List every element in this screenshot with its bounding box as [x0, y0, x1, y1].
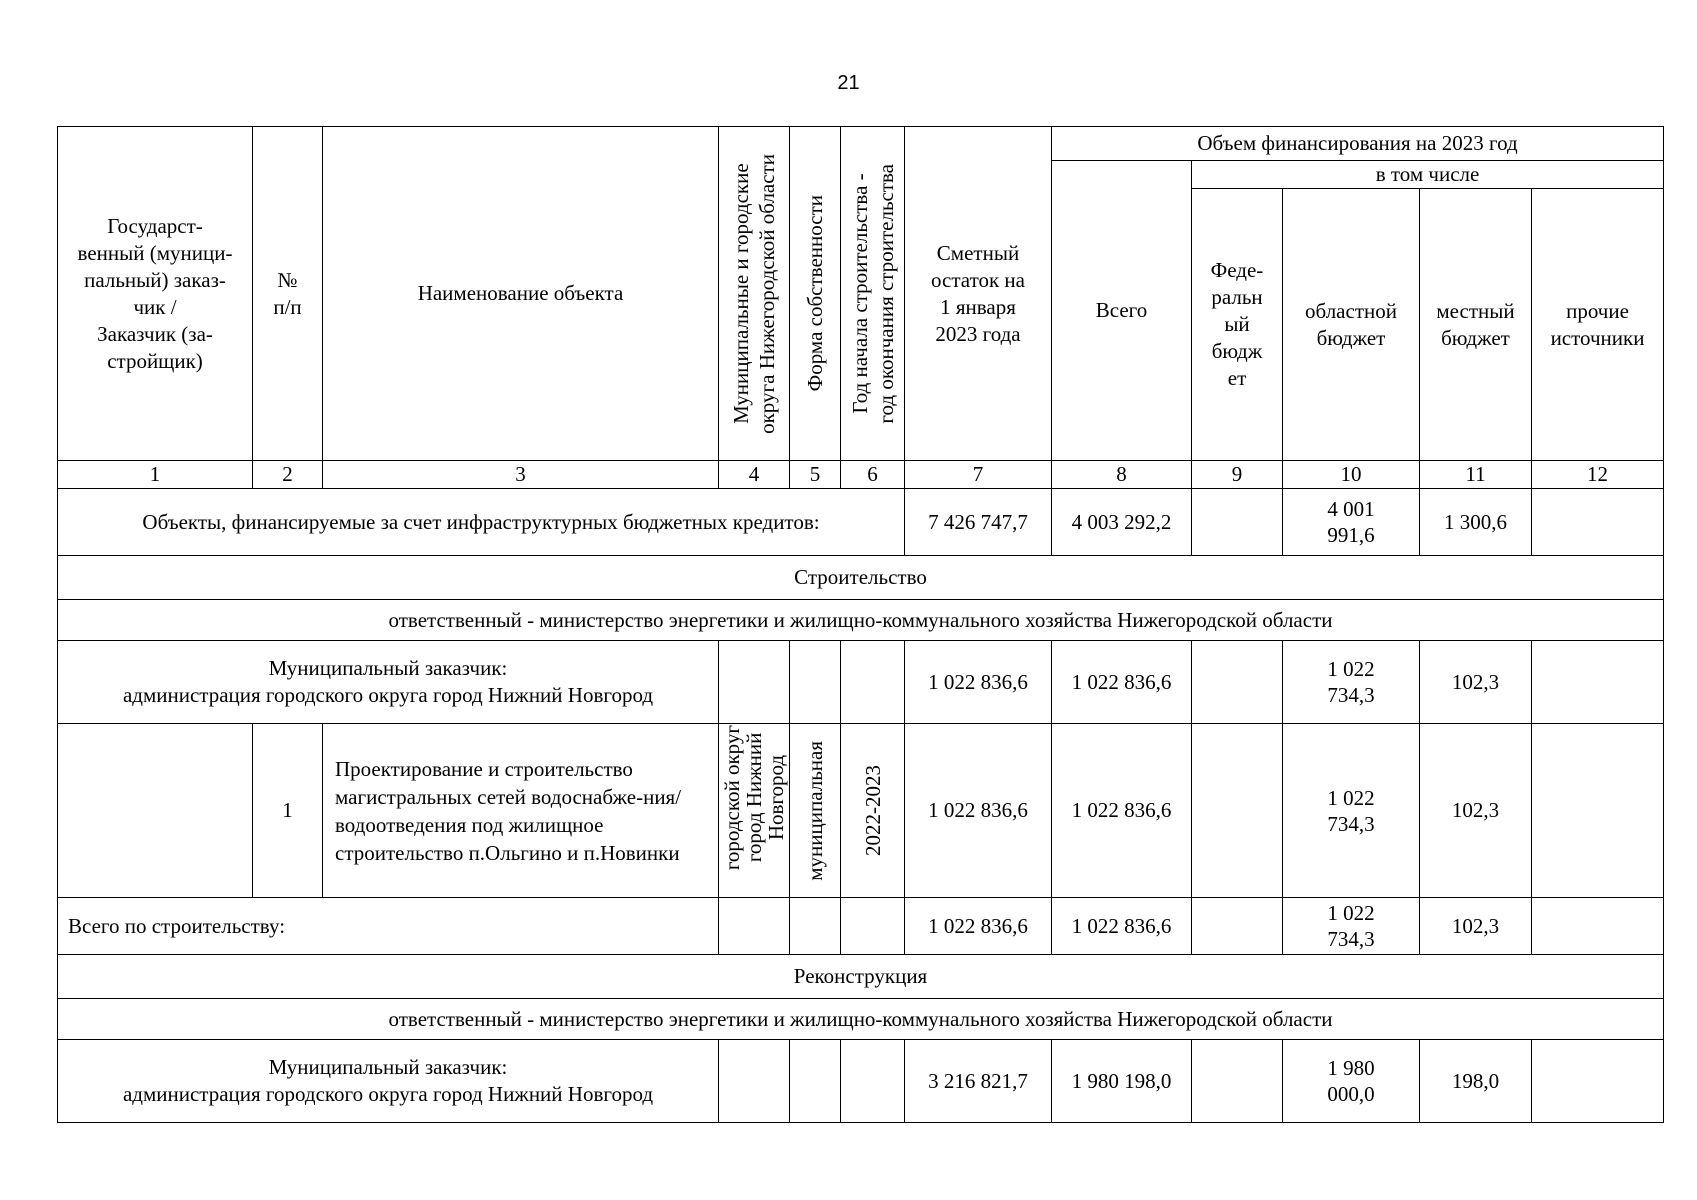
customer-reconstruction-regional: 1 980 000,0 [1283, 1040, 1420, 1123]
header-financing-group: Объем финансирования на 2023 год [1052, 127, 1664, 161]
infra-regional: 4 001 991,6 [1283, 489, 1420, 556]
construction-total-label: Всего по строительству: [58, 898, 719, 955]
object-years: 2022-2023 [841, 724, 905, 898]
empty-cell [790, 641, 841, 724]
empty-cell [841, 641, 905, 724]
empty-cell [841, 898, 905, 955]
object-ownership: муниципальная [790, 724, 841, 898]
empty-cell [841, 1040, 905, 1123]
header-local-budget: местный бюджет [1420, 189, 1532, 461]
empty-cell [719, 1040, 790, 1123]
empty-cell [1532, 898, 1664, 955]
responsible-construction: ответственный - министерство энергетики и жилищно-коммунального хозяйства Нижегородской области [58, 600, 1664, 641]
responsible-row [58, 600, 1664, 641]
object-district: городской округ город Нижний Новгород [719, 724, 790, 898]
infra-other [1532, 489, 1664, 556]
construction-total-estimated: 1 022 836,6 [905, 898, 1052, 955]
object-total: 1 022 836,6 [1052, 724, 1192, 898]
header-number: № п/п [253, 127, 323, 461]
column-number: 4 [719, 461, 790, 489]
column-number: 12 [1532, 461, 1664, 489]
section-title-row [58, 556, 1664, 600]
column-number: 3 [323, 461, 719, 489]
header-total: Всего [1052, 161, 1192, 461]
infra-local: 1 300,6 [1420, 489, 1532, 556]
column-number: 9 [1192, 461, 1283, 489]
responsible-row [58, 999, 1664, 1040]
empty-cell [1192, 1040, 1283, 1123]
object-regional: 1 022 734,3 [1283, 724, 1420, 898]
construction-total-local: 102,3 [1420, 898, 1532, 955]
customer-reconstruction-label: Муниципальный заказчик: администрация городского округа город Нижний Новгород [58, 1040, 719, 1123]
empty-cell [790, 898, 841, 955]
empty-cell [1532, 641, 1664, 724]
empty-cell [719, 898, 790, 955]
section-title-construction: Строительство [58, 556, 1664, 600]
customer-row [58, 1040, 1664, 1123]
column-number: 7 [905, 461, 1052, 489]
empty-cell [58, 724, 253, 898]
construction-total-row [58, 898, 1664, 955]
customer-construction-label: Муниципальный заказчик: администрация городского округа город Нижний Новгород [58, 641, 719, 724]
empty-cell [1192, 898, 1283, 955]
customer-reconstruction-local: 198,0 [1420, 1040, 1532, 1123]
customer-reconstruction-estimated: 3 216 821,7 [905, 1040, 1052, 1123]
header-object-name: Наименование объекта [323, 127, 719, 461]
infra-estimated-balance: 7 426 747,7 [905, 489, 1052, 556]
header-estimated-balance: Сметный остаток на 1 января 2023 года [905, 127, 1052, 461]
column-number: 6 [841, 461, 905, 489]
responsible-reconstruction: ответственный - министерство энергетики и жилищно-коммунального хозяйства Нижегородской области [58, 999, 1664, 1040]
header-customer: Государст- венный (муници- пальный) заказ- чик / Заказчик (за- стройщик) [58, 127, 253, 461]
header-regional-budget: областной бюджет [1283, 189, 1420, 461]
object-row [58, 724, 1664, 898]
column-number: 2 [253, 461, 323, 489]
empty-cell [1192, 641, 1283, 724]
financing-table [57, 126, 1664, 1123]
object-estimated: 1 022 836,6 [905, 724, 1052, 898]
customer-construction-total: 1 022 836,6 [1052, 641, 1192, 724]
empty-cell [790, 1040, 841, 1123]
header-row-1 [58, 127, 1664, 161]
column-number: 8 [1052, 461, 1192, 489]
infra-credits-label: Объекты, финансируемые за счет инфраструктурных бюджетных кредитов: [58, 489, 905, 556]
header-other-sources: прочие источники [1532, 189, 1664, 461]
column-number: 11 [1420, 461, 1532, 489]
page-number: 21 [837, 72, 860, 94]
object-name: Проектирование и строительство магистральных сетей водоснабже-ния/водоотведения под жилищное строительство п.Ольгино и п.Новинки [323, 724, 719, 898]
column-numbers-row [58, 461, 1664, 489]
header-years: Год начала строительства - год окончания строительства [841, 127, 905, 461]
customer-construction-local: 102,3 [1420, 641, 1532, 724]
infra-total: 4 003 292,2 [1052, 489, 1192, 556]
customer-construction-regional: 1 022 734,3 [1283, 641, 1420, 724]
section-title-reconstruction: Реконструкция [58, 955, 1664, 999]
header-federal-budget: Феде- ральн ый бюдж ет [1192, 189, 1283, 461]
construction-total-total: 1 022 836,6 [1052, 898, 1192, 955]
empty-cell [1532, 724, 1664, 898]
object-number: 1 [253, 724, 323, 898]
column-number: 10 [1283, 461, 1420, 489]
header-district: Муниципальные и городские округа Нижегородской области [719, 127, 790, 461]
customer-row [58, 641, 1664, 724]
customer-construction-estimated: 1 022 836,6 [905, 641, 1052, 724]
infra-federal [1192, 489, 1283, 556]
header-including-group: в том числе [1192, 161, 1664, 189]
infra-credits-row [58, 489, 1664, 556]
empty-cell [1532, 1040, 1664, 1123]
column-number: 5 [790, 461, 841, 489]
section-title-row [58, 955, 1664, 999]
header-ownership: Форма собственности [790, 127, 841, 461]
column-number: 1 [58, 461, 253, 489]
empty-cell [1192, 724, 1283, 898]
customer-reconstruction-total: 1 980 198,0 [1052, 1040, 1192, 1123]
object-local: 102,3 [1420, 724, 1532, 898]
construction-total-regional: 1 022 734,3 [1283, 898, 1420, 955]
empty-cell [719, 641, 790, 724]
